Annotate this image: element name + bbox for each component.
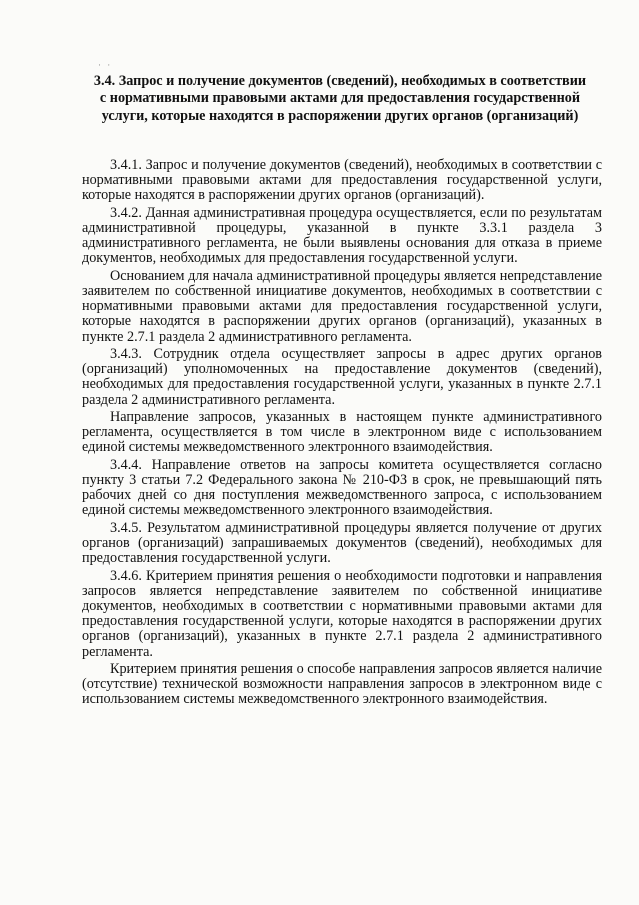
document-body: [82, 158, 602, 708]
paragraph-3-4-5: 3.4.5. Результатом административной процедуры является получение от других органов (организаций) запрашиваемых документов (сведений), необходимых для предоставления государственной услуги.: [82, 519, 602, 567]
paragraph-requests-direction: Направление запросов, указанных в настоящем пункте административного регламента, осуществляется в том числе в электронном виде с использованием единой системы межведомственного электронного взаимодействия.: [82, 409, 602, 456]
section-heading: 3.4. Запрос и получение документов (сведений), необходимых в соответствии с нормативными правовыми актами для предоставления государственной услуги, которые находятся в распоряжении других органов (организаций): [93, 73, 587, 124]
paragraph-3-4-1: 3.4.1. Запрос и получение документов (сведений), необходимых в соответствии с нормативными правовыми актами для предоставления государственной услуги, которые находятся в распоряжении других органов (организаций).: [82, 157, 602, 204]
paragraph-3-4-2: 3.4.2. Данная административная процедура осуществляется, если по результатам административной процедуры, указанной в пункте 3.3.1 раздела 3 административного регламента, не были выявлены основания для отказа в приеме документов, необходимых для предоставления государственной услуги.: [82, 204, 602, 267]
paragraph-basis: Основанием для начала административной процедуры является непредставление заявителем по собственной инициативе документов, необходимых в соответствии с нормативными правовыми актами для предоставления государственной услуги, которые находятся в распоряжении других органов (организаций), указанных в пункте 2.7.1 раздела 2 административного регламента.: [82, 267, 602, 345]
paragraph-3-4-4: 3.4.4. Направление ответов на запросы комитета осуществляется согласно пункту 3 статьи 7.2 Федерального закона № 210-ФЗ в срок, не превышающий пять рабочих дней со дня поступления межведомственного запроса, с использованием единой системы межведомственного электронного взаимодействия.: [82, 456, 602, 519]
paragraph-criterion-method: Критерием принятия решения о способе направления запросов является наличие (отсутствие) технической возможности направления запросов в электронном виде с использованием системы межведомственного электронного взаимодействия.: [82, 661, 602, 708]
paragraph-3-4-6: 3.4.6. Критерием принятия решения о необходимости подготовки и направления запросов является непредставление заявителем по собственной инициативе документов, необходимых в соответствии с нормативными правовыми актами для предоставления государственной услуги, которые находятся в распоряжении других органов (организаций), указанных в пункте 2.7.1 раздела 2 административного регламента.: [82, 567, 602, 660]
paragraph-3-4-3: 3.4.3. Сотрудник отдела осуществляет запросы в адрес других органов (организаций) уполномоченных на предоставление документов (сведений), необходимых для предоставления государственной услуги, указанных в пункте 2.7.1 раздела 2 административного регламента.: [82, 346, 602, 408]
scan-mark: · ·: [98, 60, 113, 70]
